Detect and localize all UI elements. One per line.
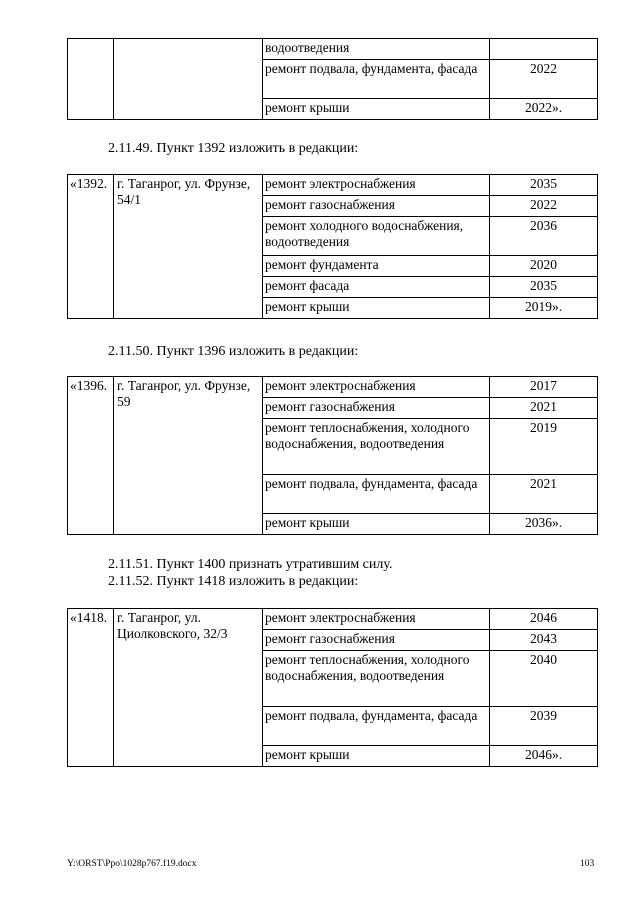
year-cell: 2036 — [490, 217, 598, 256]
table-1418 — [67, 608, 598, 767]
year-cell — [490, 39, 598, 60]
num-cell — [68, 39, 114, 120]
year-cell: 2021 — [490, 398, 598, 419]
top-table — [67, 38, 598, 120]
work-cell: ремонт крыши — [263, 514, 490, 535]
work-cell: ремонт подвала, фундамента, фасада — [263, 707, 490, 746]
work-cell: ремонт холодного водоснабжения, водоотведения — [263, 217, 490, 256]
work-cell: ремонт крыши — [263, 99, 490, 120]
work-cell: ремонт теплоснабжения, холодного водоснабжения, водоотведения — [263, 419, 490, 475]
work-cell: водоотведения — [263, 39, 490, 60]
paragraph-2-11-52: 2.11.52. Пункт 1418 изложить в редакции: — [108, 574, 359, 589]
address-cell — [114, 39, 263, 120]
work-cell: ремонт крыши — [263, 298, 490, 319]
table-1396 — [67, 376, 598, 535]
year-cell: 2046 — [490, 609, 598, 630]
year-cell: 2022 — [490, 60, 598, 99]
work-cell: ремонт подвала, фундамента, фасада — [263, 475, 490, 514]
table-row — [68, 175, 598, 196]
year-cell: 2022 — [490, 196, 598, 217]
year-cell: 2040 — [490, 651, 598, 707]
work-cell: ремонт газоснабжения — [263, 196, 490, 217]
year-cell: 2017 — [490, 377, 598, 398]
year-cell: 2035 — [490, 175, 598, 196]
num-cell: «1396. — [68, 377, 114, 535]
year-cell: 2043 — [490, 630, 598, 651]
year-cell: 2035 — [490, 277, 598, 298]
table-row — [68, 39, 598, 60]
work-cell: ремонт фасада — [263, 277, 490, 298]
year-cell: 2019». — [490, 298, 598, 319]
paragraph-2-11-50: 2.11.50. Пункт 1396 изложить в редакции: — [108, 344, 359, 359]
work-cell: ремонт электроснабжения — [263, 609, 490, 630]
address-cell: г. Таганрог, ул. Фрунзе, 54/1 — [114, 175, 263, 319]
year-cell: 2039 — [490, 707, 598, 746]
year-cell: 2019 — [490, 419, 598, 475]
year-cell: 2021 — [490, 475, 598, 514]
work-cell: ремонт фундамента — [263, 256, 490, 277]
work-cell: ремонт газоснабжения — [263, 630, 490, 651]
work-cell: ремонт теплоснабжения, холодного водоснабжения, водоотведения — [263, 651, 490, 707]
num-cell: «1418. — [68, 609, 114, 767]
footer-page-number: 103 — [580, 859, 595, 869]
year-cell: 2022». — [490, 99, 598, 120]
table-row — [68, 609, 598, 630]
work-cell: ремонт электроснабжения — [263, 175, 490, 196]
year-cell: 2046». — [490, 746, 598, 767]
footer-file-path: Y:\ORST\Ppo\1028p767.f19.docx — [67, 859, 197, 869]
year-cell: 2036». — [490, 514, 598, 535]
address-cell: г. Таганрог, ул. Фрунзе, 59 — [114, 377, 263, 535]
address-cell: г. Таганрог, ул. Циолковского, 32/3 — [114, 609, 263, 767]
work-cell: ремонт подвала, фундамента, фасада — [263, 60, 490, 99]
num-cell: «1392. — [68, 175, 114, 319]
work-cell: ремонт электроснабжения — [263, 377, 490, 398]
paragraph-2-11-51: 2.11.51. Пункт 1400 признать утратившим силу. — [108, 557, 393, 572]
paragraph-2-11-49: 2.11.49. Пункт 1392 изложить в редакции: — [108, 141, 359, 156]
year-cell: 2020 — [490, 256, 598, 277]
work-cell: ремонт крыши — [263, 746, 490, 767]
table-1392 — [67, 174, 598, 319]
table-row — [68, 377, 598, 398]
work-cell: ремонт газоснабжения — [263, 398, 490, 419]
